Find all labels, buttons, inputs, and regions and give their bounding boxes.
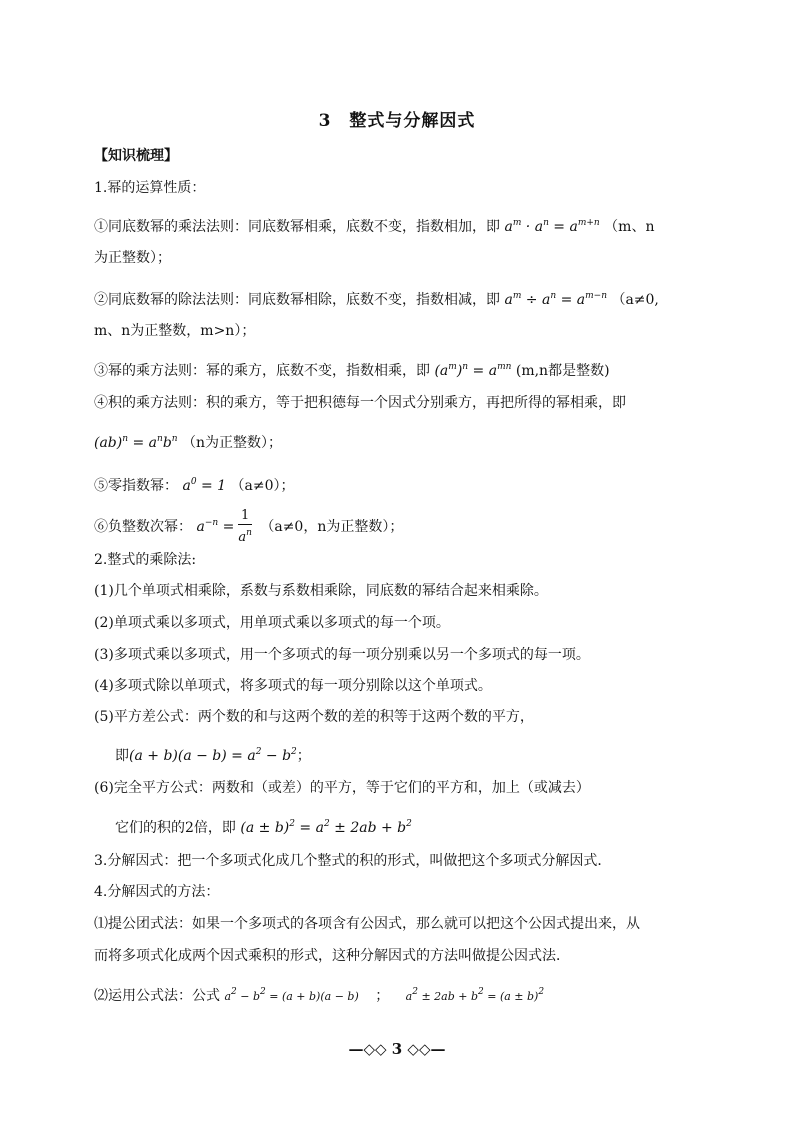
s3-definition: 3.分解因式：把一个多项式化成几个整式的积的形式，叫做把这个多项式分解因式． bbox=[94, 853, 612, 869]
formula-quotient-rule: $a^m \div a^n = a^{m-n}$ bbox=[504, 291, 607, 308]
rule-6: ⑥负整数次幂： $a^{-n}$ = $\frac{1}{a^n}$ （a≠0，n为正整数）； bbox=[94, 508, 404, 545]
s1-heading: 1.幂的运算性质： bbox=[94, 180, 206, 196]
s4-method-2: ⑵运用公式法：公式 $a^2 - b^2 = (a + b)(a - b)$ ； $a^2 \pm 2ab + b^2 = (a \pm b)^2$ bbox=[94, 987, 545, 1004]
s4-heading: 4.分解因式的方法： bbox=[94, 884, 220, 900]
title-number: 3 bbox=[318, 111, 332, 131]
formula-product-power: $(ab)^n = a^nb^n$ bbox=[94, 434, 178, 451]
rule-3: ③幂的乘方法则：幂的乘方，底数不变，指数相乘，即 $(a^m)^n = a^{mn}$ (m,n都是整数) bbox=[94, 362, 610, 379]
formula-zero-exponent: $a^0 = 1$ bbox=[182, 477, 227, 494]
s2-item-4: (4)多项式除以单项式，将多项式的每一项分别除以这个单项式。 bbox=[94, 678, 492, 694]
fraction-one-over-a-n: $\frac{1}{a^n}$ bbox=[238, 508, 252, 545]
s2-item-5-formula-line: 即$(a + b)(a - b) = a^2 - b^2$； bbox=[115, 747, 311, 764]
s2-item-6: (6)完全平方公式：两数和（或差）的平方，等于它们的平方和，加上（或减去） bbox=[94, 780, 590, 796]
s2-item-1: (1)几个单项式相乘除，系数与系数相乘除，同底数的幂结合起来相乘除。 bbox=[94, 583, 548, 599]
formula-negative-exponent: $a^{-n}$ = bbox=[196, 518, 235, 535]
rule-2: ②同底数幂的除法法则：同底数幂相除，底数不变，指数相减，即 $a^m \div a^n = a^{m-n}$ （a≠0, bbox=[94, 291, 659, 308]
formula-difference-of-squares: $(a + b)(a - b) = a^2 - b^2$ bbox=[129, 747, 297, 764]
s4-method-1-cont: 而将多项式化成两个因式乘积的形式，这种分解因式的方法叫做提公因式法． bbox=[94, 948, 570, 964]
s2-item-3: (3)多项式乘以多项式，用一个多项式的每一项分别乘以另一个多项式的每一项。 bbox=[94, 647, 590, 663]
formula-product-rule: $a^m \cdot a^n = a^{m+n}$ bbox=[504, 218, 600, 235]
s2-item-6-cont: 它们的积的2倍，即 $(a \pm b)^2 = a^2 \pm 2ab + b^2$ bbox=[115, 819, 412, 836]
rule-4: ④积的乘方法则：积的乘方，等于把积德每一个因式分别乘方，再把所得的幂相乘，即 bbox=[94, 395, 626, 411]
s2-item-5: (5)平方差公式：两个数的和与这两个数的差的积等于这两个数的平方， bbox=[94, 709, 534, 725]
page-footer: —◇◇ 3 ◇◇— bbox=[348, 1040, 446, 1058]
section-heading: 【知识梳理】 bbox=[94, 148, 178, 164]
formula-power-rule: $(a^m)^n = a^{mn}$ bbox=[434, 362, 512, 379]
formula-perfect-square: $(a \pm b)^2 = a^2 \pm 2ab + b^2$ bbox=[240, 819, 412, 836]
title-text: 整式与分解因式 bbox=[349, 111, 476, 131]
formula-factor-diff-squares: $a^2 - b^2 = (a + b)(a - b)$ bbox=[224, 987, 359, 1003]
rule-1-cont: 为正整数）； bbox=[94, 250, 171, 266]
s4-method-1: ⑴提公团式法：如果一个多项式的各项含有公因式，那么就可以把这个公因式提出来，从 bbox=[94, 916, 640, 932]
s2-heading: 2.整式的乘除法: bbox=[94, 552, 197, 568]
formula-factor-perfect-square: $a^2 \pm 2ab + b^2 = (a \pm b)^2$ bbox=[405, 987, 545, 1003]
s2-item-2: (2)单项式乘以多项式，用单项式乘以多项式的每一个项。 bbox=[94, 615, 450, 631]
page-title bbox=[0, 106, 794, 131]
rule-4-cont: $(ab)^n = a^nb^n$ （n为正整数）； bbox=[94, 434, 283, 451]
rule-5: ⑤零指数幂： $a^0 = 1$ （a≠0）； bbox=[94, 477, 295, 494]
rule-2-cont: m、n为正整数，m>n）； bbox=[94, 323, 256, 339]
rule-1: ①同底数幂的乘法法则：同底数幂相乘，底数不变，指数相加，即 $a^m \cdot a^n = a^{m+n}$ （m、n bbox=[94, 218, 655, 235]
